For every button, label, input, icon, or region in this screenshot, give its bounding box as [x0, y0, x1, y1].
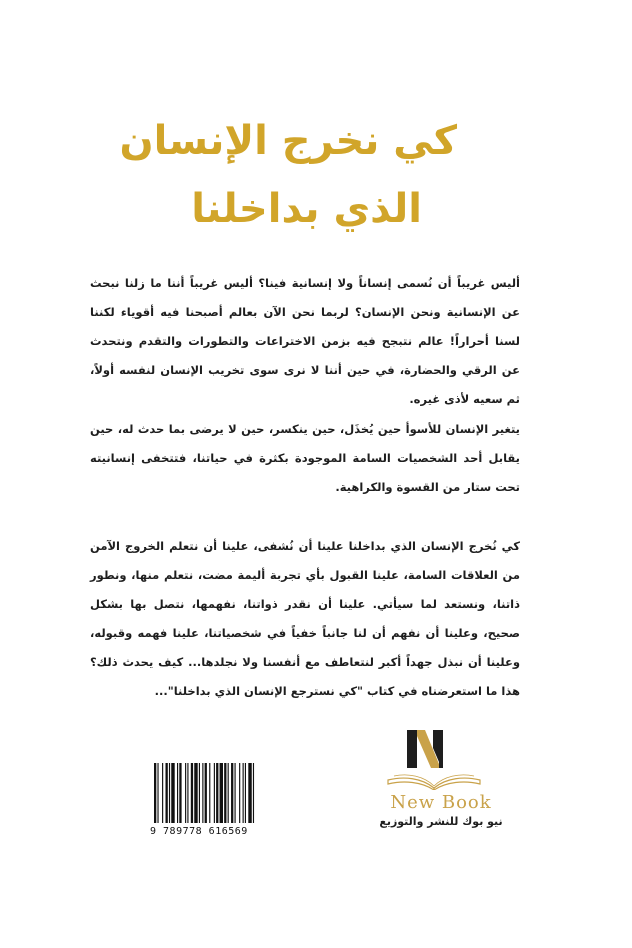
barcode-bar: [171, 763, 174, 823]
barcode-bar: [228, 763, 229, 823]
barcode-bar: [231, 763, 233, 823]
title-line-2: الذي بداخلنا: [191, 186, 422, 232]
barcode-bar: [214, 763, 215, 823]
barcode-bar: [179, 763, 181, 823]
barcode-bars: [150, 763, 290, 825]
barcode-bar: [245, 763, 246, 823]
barcode-bar: [243, 763, 244, 823]
barcode-bar: [187, 763, 188, 823]
barcode-bar: [166, 763, 168, 823]
barcode-bar: [248, 763, 251, 823]
barcode-bar: [205, 763, 207, 823]
barcode-bar: [209, 763, 210, 823]
blurb-paragraph-2: يتغير الإنسان للأسوأ حين يُخذَل، حين ينكسر، حين لا يرضى بما حدث له، حين يقابل أحد الشخصيات السامة الموجودة بكثرة في حياتنا، فتتخفى إنسانيته تحت ستار من القسوة والكراهية.: [90, 422, 520, 494]
publisher-logo-mark-icon: [405, 728, 445, 770]
barcode-bar: [157, 763, 158, 823]
barcode-bar: [154, 763, 156, 823]
barcode-bar: [202, 763, 203, 823]
blurb-paragraph-1: أليس غريباً أن نُسمى إنساناً ولا إنسانية فينا؟ أليس غريباً أننا ما زلنا نبحث عن الإنسانية ونحن الإنسان؟ لربما نحن الآن بعالم أصبحنا فيه أقوياء لكننا لسنا أحراراً! عالم نتبجح فيه بزمن الاختراعات والتطورات والتقدم ونتحدث عن الرقي والحضارة، في حين أننا لا نرى سوى تخريب الإنسان لنفسه أولاً، ثم سعيه لأذى غيره.: [90, 276, 520, 406]
barcode-bar: [194, 763, 197, 823]
isbn-number: 9 789778 616569: [150, 826, 248, 837]
title-line-1: كي نخرج الإنسان: [119, 118, 457, 164]
barcode-bar: [162, 763, 163, 823]
barcode-bar: [239, 763, 240, 823]
open-book-icon: [384, 770, 484, 790]
barcode-bar: [216, 763, 218, 823]
publisher-name-ar: نيو بوك للنشر والتوزيع: [379, 815, 503, 828]
barcode-bar: [199, 763, 200, 823]
barcode-bar: [235, 763, 236, 823]
barcode-bar: [220, 763, 223, 823]
blurb-paragraph-3: كي نُخرج الإنسان الذي بداخلنا علينا أن نُشفى، علينا أن نتعلم الخروج الآمن من العلاقات السامة، علينا القبول بأي تجربة أليمة مضت، نتعلم منها، ونطور ذاتنا، ونستعد لما سيأتي. علينا أن نقدر ذواتنا، نفهمها، نتصل بها بشكل صحيح، وعلينا أن نفهم أن لنا جانباً خفياً في شخصياتنا، علينا فهمه وقبوله، وعلينا أن نبذل جهداً أكبر لنتعاطف مع أنفسنا ولا نجلدها... كيف يحدث ذلك؟ هذا ما استعرضناه في كتاب "كي نسترجع الإنسان الذي بداخلنا"...: [90, 539, 520, 698]
barcode-bar: [185, 763, 186, 823]
barcode-bar: [253, 763, 254, 823]
barcode-bar: [224, 763, 226, 823]
barcode-bar: [169, 763, 170, 823]
publisher-name-en: New Book: [390, 792, 492, 813]
barcode-bar: [177, 763, 178, 823]
barcode-bar: [191, 763, 193, 823]
